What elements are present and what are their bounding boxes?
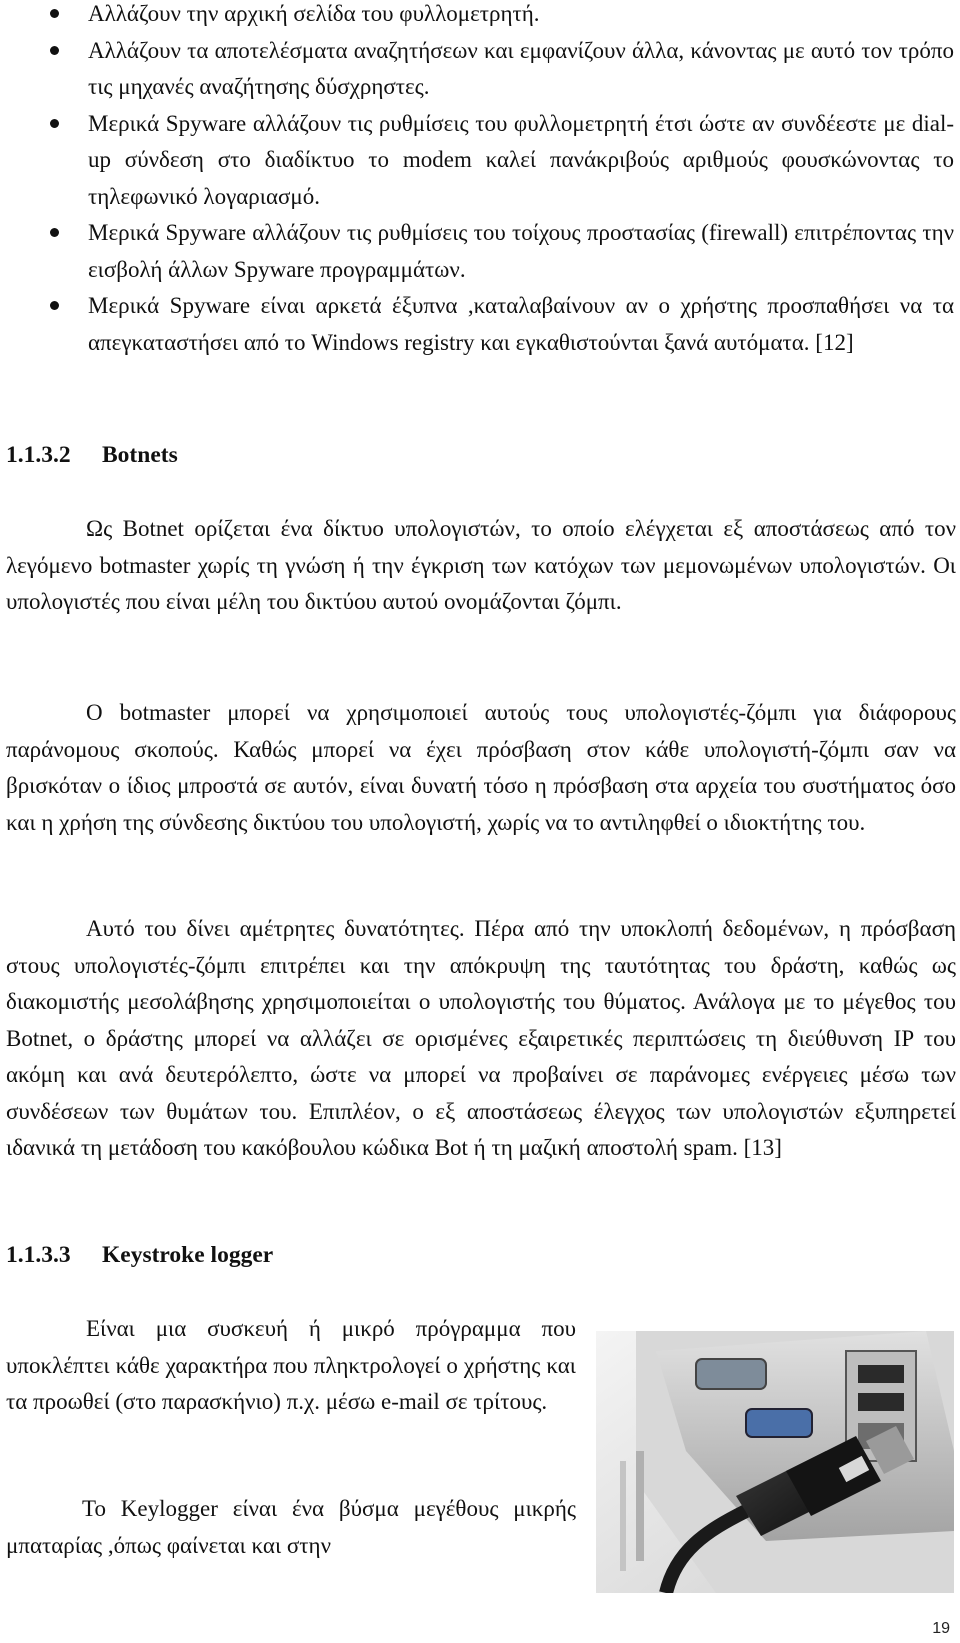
bullet-item	[0, 33, 958, 106]
bullet-item	[0, 288, 958, 361]
bullet-icon	[50, 46, 59, 55]
keylogger-device-illustration	[596, 1331, 954, 1593]
bullet-icon	[50, 301, 59, 310]
section-title: Botnets	[102, 442, 178, 468]
section-heading-botnets	[6, 442, 178, 469]
bullet-icon	[50, 119, 59, 128]
bullet-item	[0, 0, 958, 33]
section-number: 1.1.3.3	[6, 1242, 71, 1268]
bullet-text: Αλλάζουν τα αποτελέσματα αναζητήσεων και εμφανίζουν άλλα, κάνοντας με αυτό τον τρόπο τις μηχανές αναζήτησης δύσχρηστες.	[88, 37, 954, 99]
bullet-text: Μερικά Spyware αλλάζουν τις ρυθμίσεις του φυλλομετρητή έτσι ώστε αν συνδέεστε με dial-up σύνδεση στο διαδίκτυο το modem καλεί πανάκριβούς αριθμούς φουσκώνοντας το τηλεφωνικό λογαριασμό.	[88, 110, 954, 209]
paragraph: Είναι μια συσκευή ή μικρό πρόγραμμα που υποκλέπτει κάθε χαρακτήρα που πληκτρολογεί ο χρήστης και τα προωθεί (στο παρασκήνιο) π.χ. μέσω e-mail σε τρίτους.	[6, 1316, 576, 1414]
bullet-item	[0, 215, 958, 288]
bullet-text: Αλλάζουν την αρχική σελίδα του φυλλομετρητή.	[88, 1, 540, 26]
paragraph: Αυτό του δίνει αμέτρητες δυνατότητες. Πέρα από την υποκλοπή δεδομένων, η πρόσβαση στους υπολογιστές-ζόμπι επιτρέπει και την απόκρυψη της ταυτότητας του δράστη, καθώς ως διακομιστής μεσολάβησης χρησιμοποιείται ο υπολογιστής του θύματος. Ανάλογα με το μέγεθος του Botnet, ο δράστης μπορεί να αλλάζει σε ορισμένες εξαιρετικές περιπτώσεις τη διεύθυνση IP του ακόμη και ανά δευτερόλεπτο, ώστε να μπορεί να προβαίνει σε παράνομες ενέργειες μέσω των συνδέσεων των θυμάτων του. Επιπλέον, ο εξ αποστάσεως έλεγχος των υπολογιστών εξυπηρετεί ιδανικά τη μετάδοση του κακόβουλου κώδικα Bot ή τη μαζική αποστολή spam. [13]	[6, 916, 956, 1160]
page-number: 19	[932, 1620, 950, 1637]
section-title: Keystroke logger	[102, 1242, 274, 1268]
bullet-text: Μερικά Spyware αλλάζουν τις ρυθμίσεις του τοίχους προστασίας (firewall) επιτρέποντας την εισβολή άλλων Spyware προγραμμάτων.	[88, 220, 954, 282]
bullet-text: Μερικά Spyware είναι αρκετά έξυπνα ,καταλαβαίνουν αν ο χρήστης προσπαθήσει να τα απεγκαταστήσει από το Windows registry και εγκαθιστούνται ξανά αυτόματα. [12]	[88, 293, 954, 355]
paragraph: Το Keylogger είναι ένα βύσμα μεγέθους μικρής μπαταρίας ,όπως φαίνεται και στην	[6, 1496, 576, 1558]
keylogger-photo	[596, 1331, 954, 1593]
bullet-icon	[50, 228, 59, 237]
bullet-list	[0, 0, 958, 361]
section-number: 1.1.3.2	[6, 442, 71, 468]
paragraph: Ως Botnet ορίζεται ένα δίκτυο υπολογιστών, το οποίο ελέγχεται εξ αποστάσεως από τον λεγόμενο botmaster χωρίς τη γνώση ή την έγκριση των κατόχων των μεμονωμένων υπολογιστών. Οι υπολογιστές που είναι μέλη του δικτύου αυτού ονομάζονται ζόμπι.	[6, 516, 956, 614]
bullet-item	[0, 106, 958, 216]
paragraph: Ο botmaster μπορεί να χρησιμοποιεί αυτούς τους υπολογιστές-ζόμπι για διάφορους παράνομους σκοπούς. Καθώς μπορεί να έχει πρόσβαση στον κάθε υπολογιστή-ζόμπι σαν να βρισκόταν ο ίδιος μπροστά σε αυτόν, είναι δυνατή τόσο η πρόσβαση στα αρχεία του συστήματος όσο και η χρήση της σύνδεσης δικτύου του υπολογιστή, χωρίς να το αντιληφθεί ο ιδιοκτήτης του.	[6, 700, 956, 835]
section-heading-keylogger	[6, 1242, 273, 1269]
bullet-icon	[50, 9, 59, 18]
